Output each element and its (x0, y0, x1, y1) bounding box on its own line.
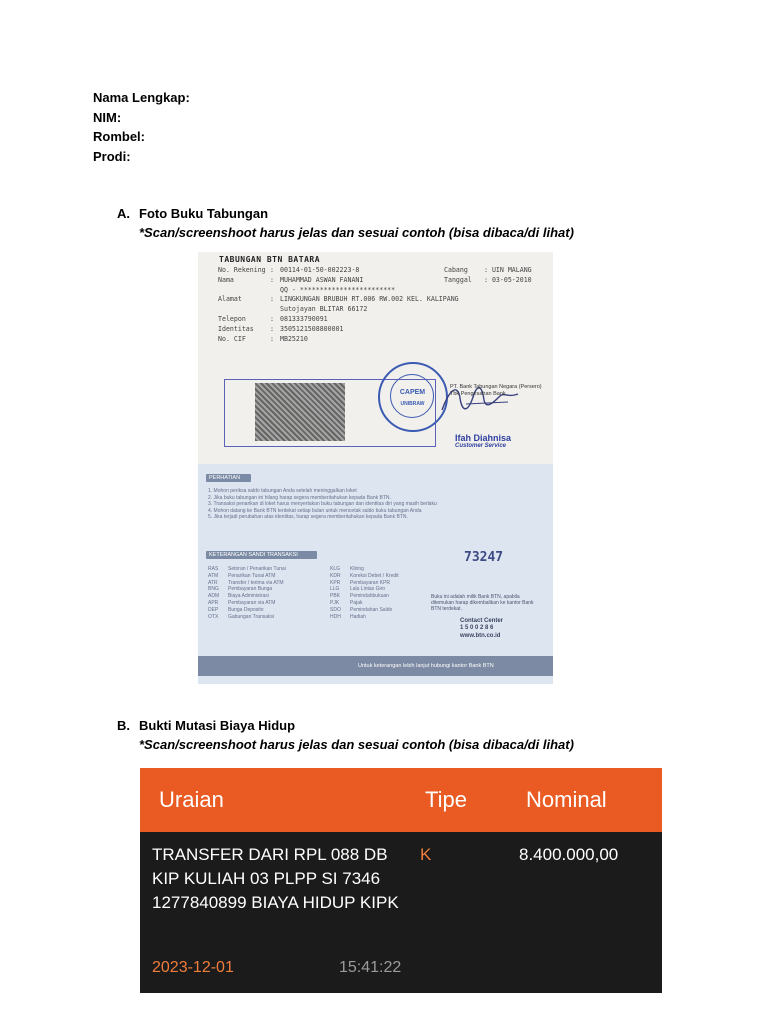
mutation-header (140, 768, 662, 832)
section-b-number: B. (117, 718, 130, 733)
note-item: 3. Transaksi penarikan di loket harus menyertakan buku tabungan dan identitas diri yang masih berlaku (208, 501, 437, 508)
code-item: SDO Pemindahan Saldo (330, 606, 393, 613)
transaction-time: 15:41:22 (339, 959, 402, 976)
contact-phone: 1 5 0 0 2 8 6 (460, 625, 494, 632)
passbook-title: TABUNGAN BTN BATARA (219, 255, 321, 264)
field-full-name: Nama Lengkap: (93, 90, 190, 105)
section-b-title: Bukti Mutasi Biaya Hidup (139, 718, 296, 733)
code-item: DEP Bunga Deposito (208, 606, 264, 613)
stamp-subtext: UNIBRAW (400, 401, 425, 407)
section-a-note: *Scan/screenshoot harus jelas dan sesuai contoh (bisa dibaca/di lihat) (139, 225, 574, 240)
code-item: ATM Penarikan Tunai ATM (208, 572, 276, 579)
code-item: KPR Pembayaran KPR (330, 579, 391, 586)
passbook-branch-details (444, 266, 532, 286)
stamp-text: CAPEM (399, 389, 426, 396)
section-a-number: A. (117, 206, 130, 221)
passbook-account-details (218, 266, 459, 344)
code-item: ADM Biaya Administrasi (208, 593, 269, 600)
note-item: 2. Jika buku tabungan ini hilang harap segera memberitahukan kepada Bank BTN. (208, 494, 391, 501)
passbook-notes (208, 488, 508, 521)
transaction-codes-left (208, 566, 286, 620)
transaction-date: 2023-12-01 (152, 959, 234, 976)
passbook-photo (198, 252, 553, 684)
note-item: 4. Mohon datang ke Bank BTN terdekat setiap bulan untuk mencetak saldo buku tabungan Anda (208, 507, 422, 514)
passbook-row: Identitas : 3505121508800001 (218, 324, 344, 333)
note-item: 5. Jika terjadi perubahan atas identitas, harap segera memberitahukan kepada Bank BTN. (208, 514, 408, 521)
section-b-note: *Scan/screenshoot harus jelas dan sesuai contoh (bisa dibaca/di lihat) (139, 737, 574, 752)
passbook-row: Alamat : LINGKUNGAN BRUBUH RT.006 RW.002 KEL. KALIPANG (218, 295, 459, 304)
field-prodi: Prodi: (93, 148, 131, 164)
passbook-row: Nama : MUHAMMAD ASWAN FANANI (218, 275, 364, 284)
transaction-amount: 8.400.000,00 (519, 845, 619, 864)
field-nim: NIM: (93, 109, 122, 125)
code-item: KLG Kliring (330, 566, 364, 572)
code-item: BNG Pembayaran Bunga (208, 586, 273, 593)
passbook-row: Telepon : 081333790091 (218, 314, 328, 323)
passbook-top-page (198, 252, 553, 464)
section-b-heading (117, 716, 574, 754)
passbook-row: No. Rekening : 00114-01-50-002223-8 (218, 266, 360, 274)
code-item: ATR Transfer / terima via ATM (208, 579, 284, 586)
bank-signature-note: PT. Bank Tabungan Negara (Persero) Tbk Pengesahan Bank (450, 384, 542, 397)
code-item: RAS Setoran / Penarikan Tunai (208, 566, 286, 572)
code-item: APR Pembayaran via ATM (208, 599, 276, 606)
passbook-footer: Untuk keterangan lebih lanjut hubungi kantor Bank BTN (198, 656, 553, 676)
officer-name: Ifah Diahnisa (455, 433, 512, 443)
passbook-row: Sutojayan BLITAR 66172 (280, 305, 368, 314)
note-item: 1. Mohon periksa saldo tabungan Anda setelah meninggalkan loket (208, 488, 357, 494)
field-rombel: Rombel: (93, 129, 145, 144)
mutation-card (140, 768, 662, 993)
passbook-row: Tanggal : 03-05-2010 (444, 275, 532, 284)
section-a-heading (117, 204, 574, 242)
passbook-row: No. CIF : MB25210 (218, 334, 308, 343)
codes-header: KETERANGAN SANDI TRANSAKSI (206, 551, 317, 559)
contact-center (460, 618, 503, 640)
contact-web: www.btn.co.id (460, 632, 501, 639)
redacted-photo (255, 383, 345, 441)
transaction-type: K (420, 845, 432, 864)
code-item: HDH Hadiah (330, 613, 366, 620)
code-item: OTX Gabungan Transaksi (208, 613, 275, 620)
header-amount: Nominal (526, 787, 607, 812)
passbook-serial-number: 73247 (464, 550, 504, 565)
ownership-note: Buku ini adalah milik Bank BTN, apabila ditemukan harap dikembalikan ke kantor Bank BTN terdekat. (431, 594, 534, 612)
header-type: Tipe (425, 787, 467, 812)
passbook-row: QQ - ************************ (280, 285, 396, 294)
code-item: LLG Lalu Lintas Giro (330, 586, 386, 593)
officer-role: Customer Service (455, 443, 507, 449)
passbook-row: Cabang : UIN MALANG (444, 266, 532, 274)
bank-stamp-inner-ring (390, 374, 434, 418)
transaction-description: TRANSFER DARI RPL 088 DB KIP KULIAH 03 PLPP SI 7346 1277840899 BIAYA HIDUP KIPK (152, 845, 399, 912)
contact-title: Contact Center (460, 618, 504, 624)
section-a-title: Foto Buku Tabungan (139, 206, 269, 221)
student-fields (93, 88, 190, 166)
header-description: Uraian (159, 787, 224, 812)
transaction-codes-right (330, 566, 399, 620)
notes-header: PERHATIAN (206, 474, 251, 482)
code-item: KDR Koreksi Debet / Kredit (330, 572, 399, 579)
code-item: PJK Pajak (330, 599, 363, 606)
code-item: PBK Pemindahbukuan (330, 593, 389, 600)
